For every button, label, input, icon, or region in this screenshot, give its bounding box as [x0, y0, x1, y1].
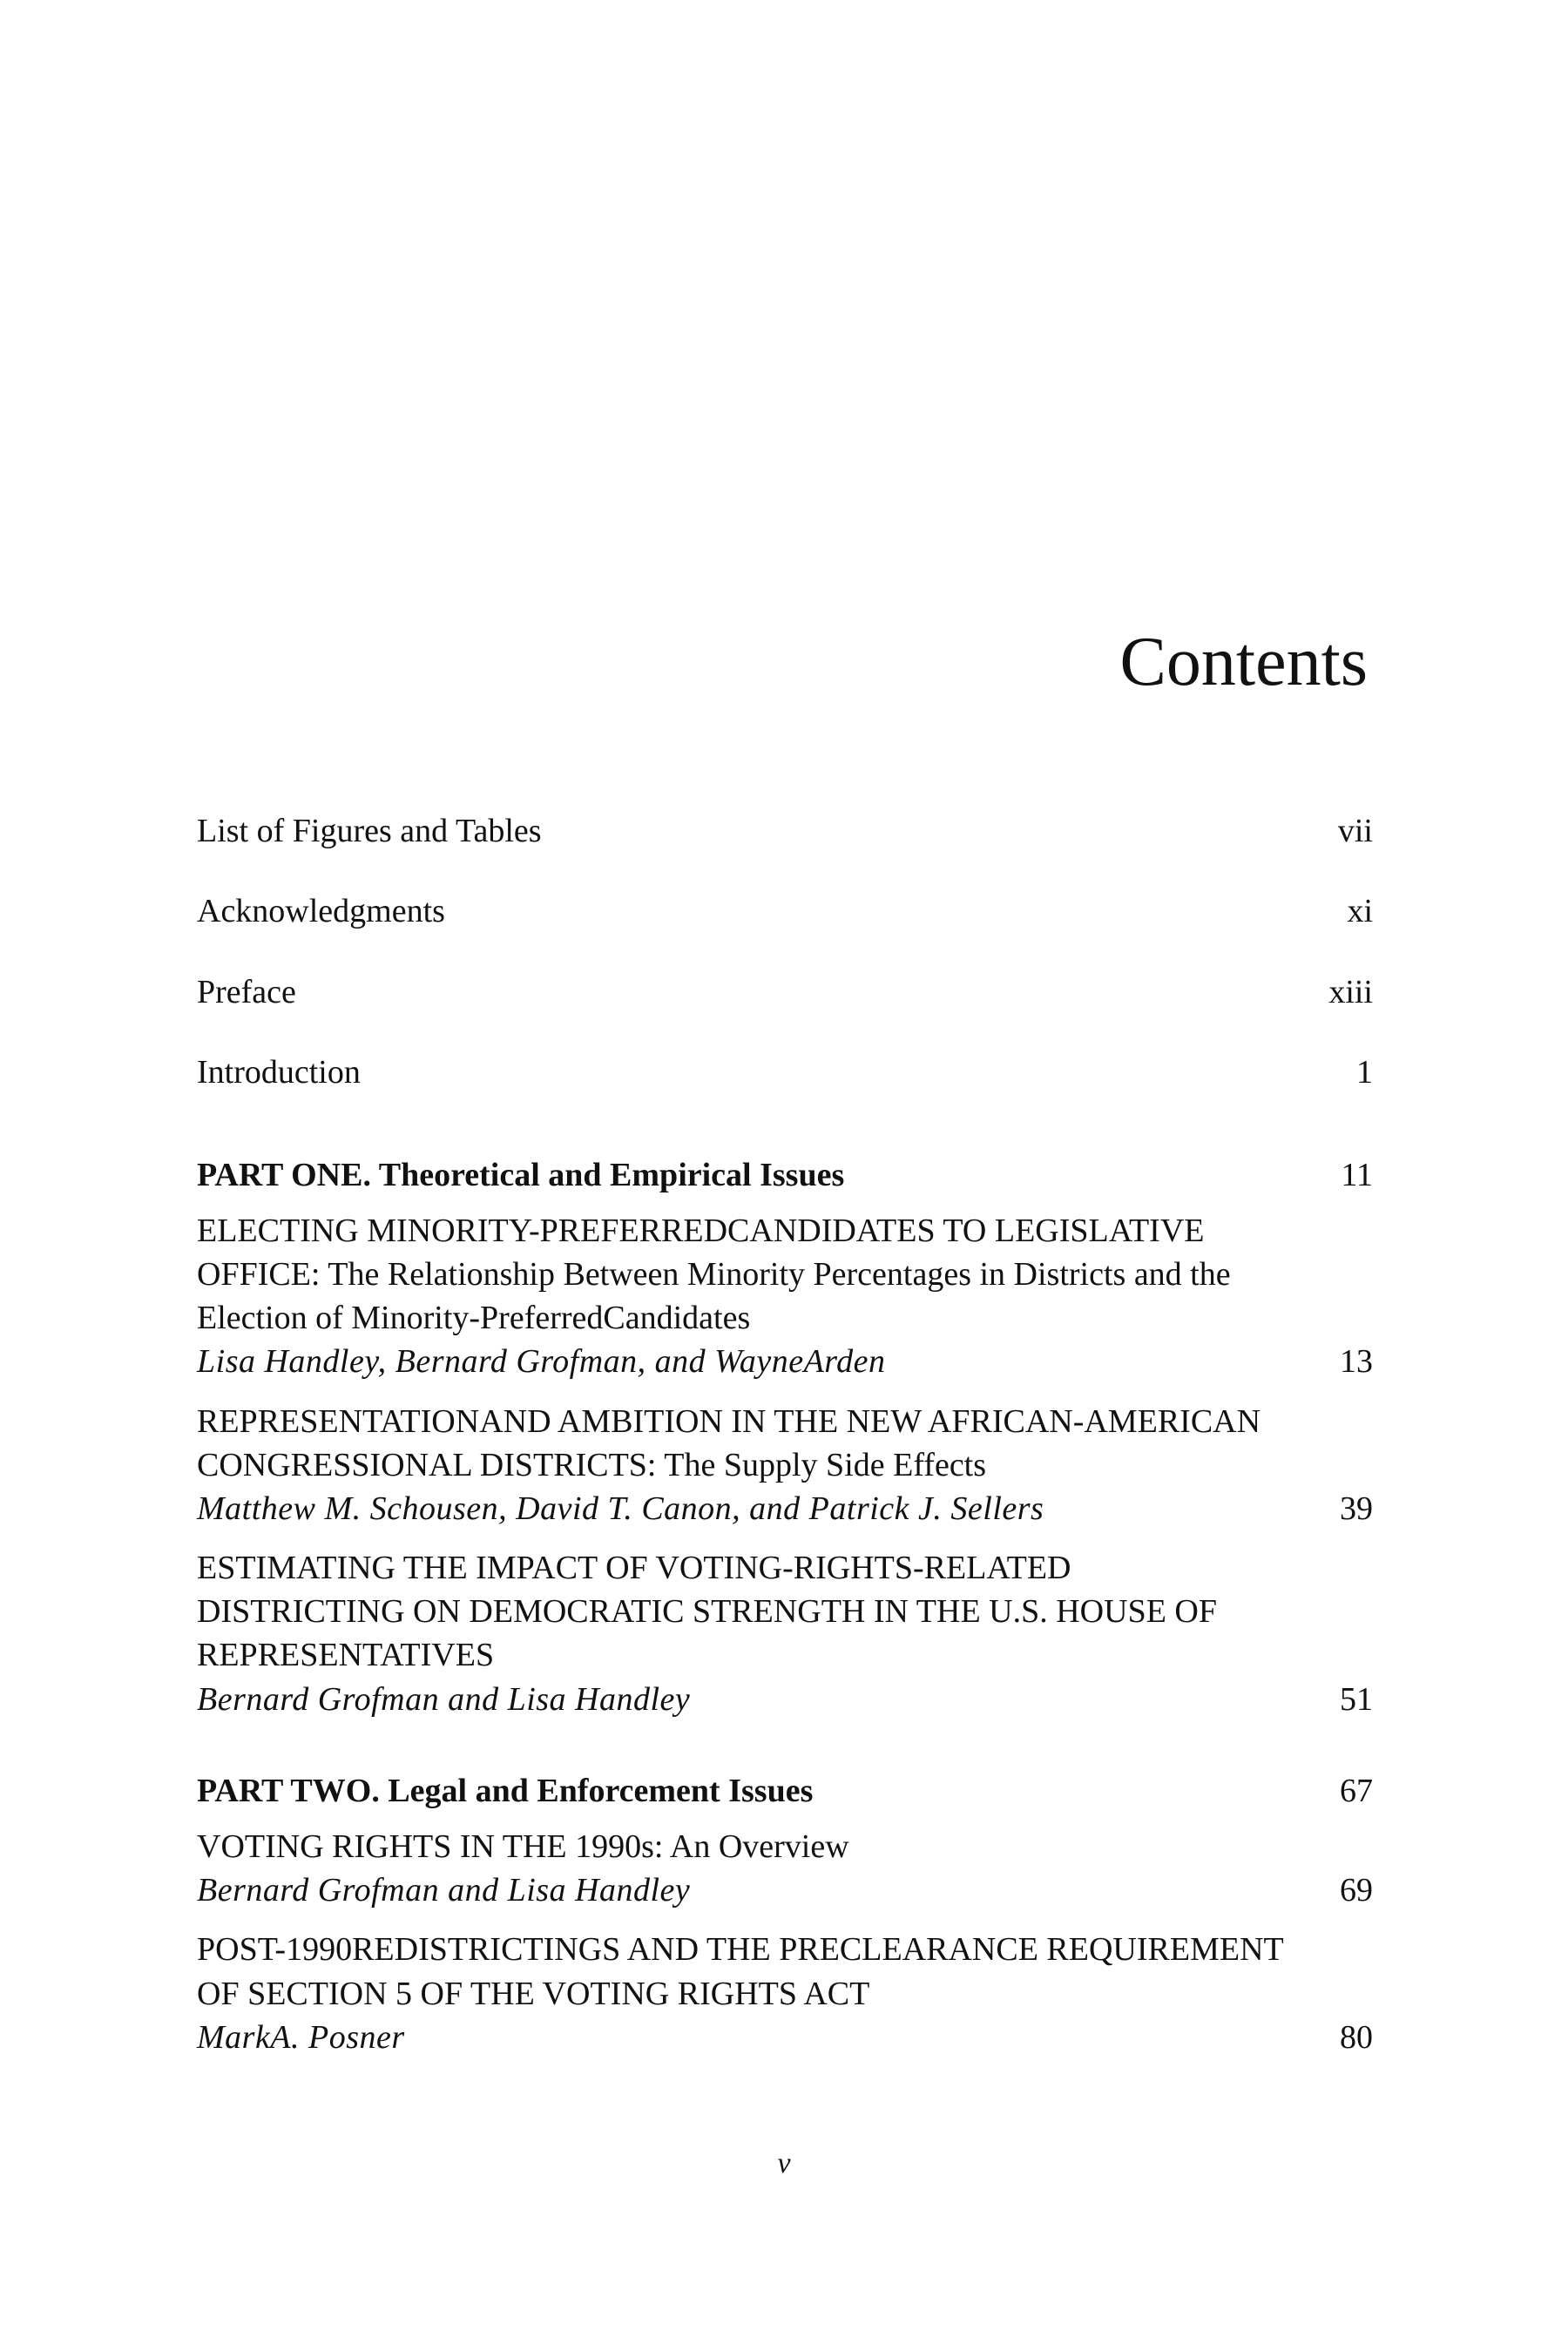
toc-chapter[interactable]	[197, 1825, 1373, 1912]
chapter-title: ELECTING MINORITY-PREFERREDCANDIDATES TO LEGISLATIVE OFFICE: The Relationship Between Minority Percentages in Districts and the Election of Minority-PreferredCandidates	[197, 1212, 1231, 1337]
toc-entry-introduction[interactable]	[197, 1051, 1373, 1094]
toc-entry-page: vii	[1337, 813, 1373, 849]
chapter-page: 39	[1340, 1490, 1373, 1527]
chapter-authors: Lisa Handley, Bernard Grofman, and WayneArden	[197, 1343, 886, 1381]
chapter-title: VOTING RIGHTS IN THE 1990s: An Overview	[197, 1828, 849, 1866]
chapter-page: 51	[1340, 1680, 1373, 1718]
toc-entry-preface[interactable]	[197, 971, 1373, 1014]
part-label: PART TWO. Legal and Enforcement Issues	[197, 1772, 814, 1809]
chapter-title: POST-1990REDISTRICTINGS AND THE PRECLEARANCE REQUIREMENT OF SECTION 5 OF THE VOTING RIGHTS ACT	[197, 1931, 1284, 2012]
chapter-title: ESTIMATING THE IMPACT OF VOTING-RIGHTS-RELATED DISTRICTING ON DEMOCRATIC STRENGTH IN THE U.S. HOUSE OF REPRESENTATIVES	[197, 1550, 1217, 1674]
toc-entry-page: xi	[1347, 893, 1373, 930]
toc-entry-label: List of Figures and Tables	[197, 813, 542, 849]
part-page: 67	[1340, 1772, 1373, 1809]
chapter-title: REPRESENTATIONAND AMBITION IN THE NEW AFRICAN-AMERICAN CONGRESSIONAL DISTRICTS: The Supply Side Effects	[197, 1402, 1261, 1483]
toc-entry-page: 1	[1356, 1054, 1373, 1091]
part-page: 11	[1341, 1156, 1373, 1193]
table-of-contents	[197, 810, 1373, 2075]
toc-chapter[interactable]	[197, 1928, 1373, 2058]
toc-entry-label: Acknowledgments	[197, 893, 445, 930]
toc-part-two[interactable]	[197, 1770, 1373, 1813]
toc-entry-label: Introduction	[197, 1054, 361, 1091]
chapter-page: 69	[1340, 1872, 1373, 1909]
chapter-page: 80	[1340, 2018, 1373, 2056]
toc-chapter[interactable]	[197, 1546, 1373, 1721]
chapter-authors: Bernard Grofman and Lisa Handley	[197, 1680, 691, 1718]
chapter-page: 13	[1340, 1343, 1373, 1381]
toc-entry-page: xiii	[1328, 973, 1373, 1010]
chapter-authors: Matthew M. Schousen, David T. Canon, and Patrick J. Sellers	[197, 1490, 1044, 1527]
chapter-authors: MarkA. Posner	[197, 2018, 405, 2056]
toc-part-one[interactable]	[197, 1154, 1373, 1197]
toc-entry-label: Preface	[197, 973, 296, 1010]
chapter-authors: Bernard Grofman and Lisa Handley	[197, 1872, 691, 1909]
toc-entry-figures-tables[interactable]	[197, 810, 1373, 853]
part-label: PART ONE. Theoretical and Empirical Issues	[197, 1156, 845, 1193]
toc-chapter[interactable]	[197, 1400, 1373, 1530]
page-title: Contents	[1119, 624, 1368, 700]
toc-entry-acknowledgments[interactable]	[197, 890, 1373, 933]
toc-chapter[interactable]	[197, 1209, 1373, 1384]
page-folio: v	[777, 2147, 791, 2179]
